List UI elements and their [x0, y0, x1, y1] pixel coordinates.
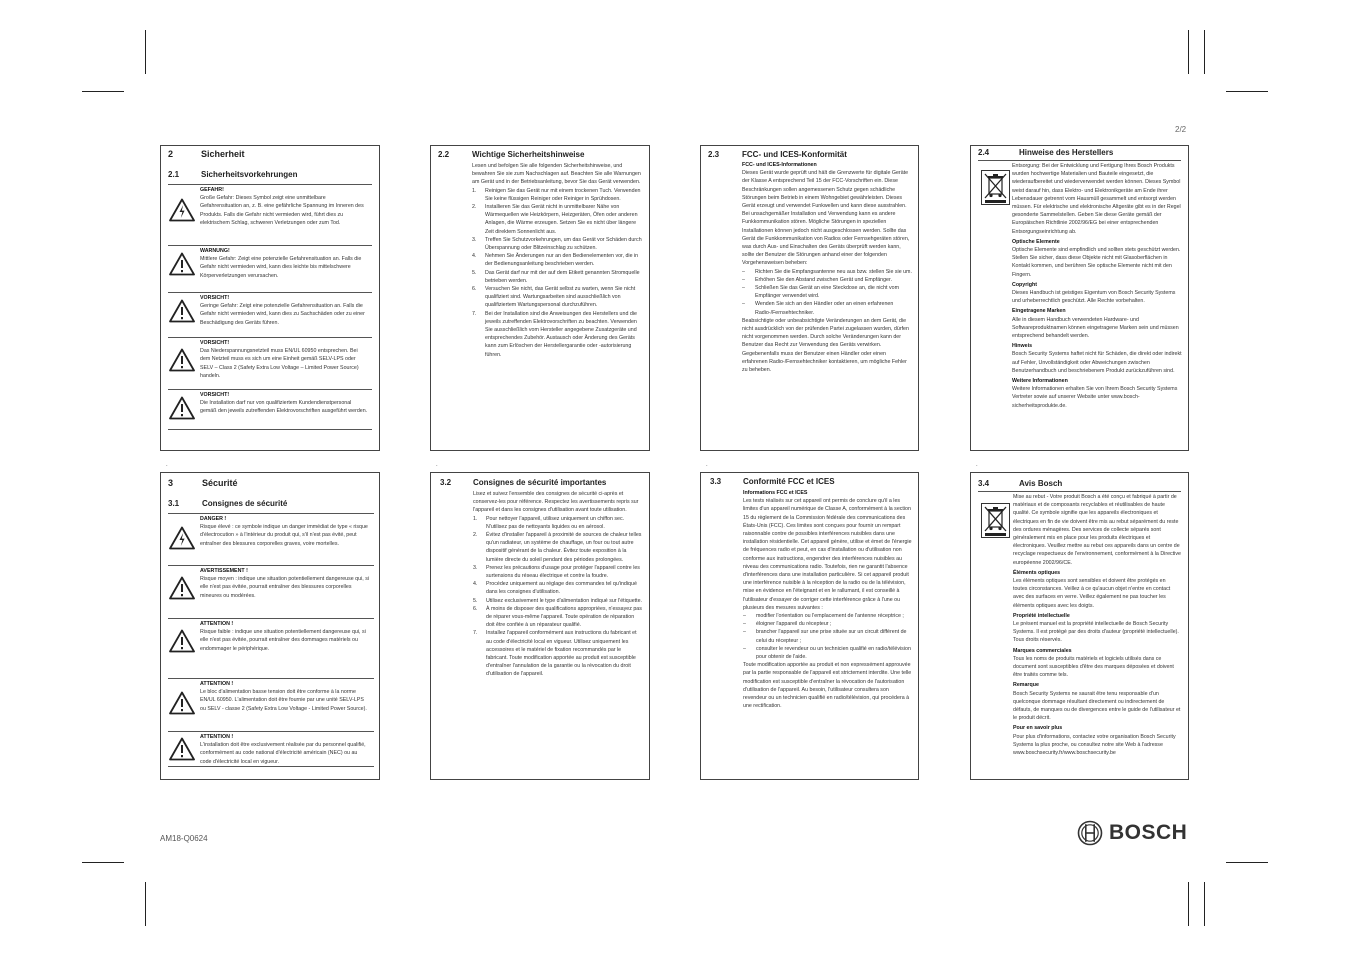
warning-block — [168, 337, 372, 386]
warning-triangle-icon — [169, 629, 195, 653]
section-body — [1012, 162, 1183, 410]
list-item: – modifier l'orientation ou l'emplacement de l'antenne réceptrice ; — [743, 613, 904, 620]
divider — [978, 160, 1181, 161]
divider — [978, 491, 1181, 492]
warning-text: Geringe Gefahr: Zeigt eine potenzielle Gefahrensituation an. Falls die Gefahr nicht vermieden wird, kann dies zu Sachschäden oder zu einer Beschädigung des Geräts führen. — [200, 303, 365, 326]
notice-heading: Propriété intellectuelle — [1013, 612, 1070, 619]
crop-mark — [1226, 91, 1268, 92]
section-title: Consignes de sécurité importantes — [473, 478, 607, 487]
bosch-armature-logo-icon — [1077, 820, 1103, 846]
section-title: Hinweise des Herstellers — [1019, 148, 1114, 157]
section-body — [743, 489, 913, 710]
list-item: 2. Installieren Sie das Gerät nicht in unmittelbarer Nähe von Wärmequellen wie Heizkörpern, Heizgeräten, Öfen oder anderen Anlagen, die Wärme erzeugen. Setzen Sie es nicht über längere Zeit direktem Sonnenlicht aus. — [472, 204, 638, 235]
bullet-list — [742, 268, 913, 317]
section-number: 2 — [168, 149, 174, 159]
warning-triangle-icon — [169, 737, 195, 761]
intro-text: Lisez et suivez l'ensemble des consignes de sécurité ci-après et conservez-les pour référence. Respectez les avertissements repris sur l'appareil et dans les consignes d'utilisation avant toute utilisation. — [473, 491, 639, 514]
warning-text: Große Gefahr: Dieses Symbol zeigt eine unmittelbare Gefahrensituation an, z. B. eine gefährliche Spannung im Inneren des Produkts. Falls die Gefahr nicht vermieden wird, führt dies zu elektrischem Schlag, schweren Verletzungen oder zum Tod. — [200, 195, 364, 226]
list-item: 4. Nehmen Sie Änderungen nur an den Bedienelementen vor, die in der Bedienungsanleitung beschrieben werden. — [472, 253, 639, 268]
list-item: – éloigner l'appareil du récepteur ; — [743, 621, 832, 628]
warning-text: Mittlere Gefahr: Zeigt eine potenzielle Gefahrensituation an. Falls die Gefahr nicht vermieden wird, kann dies leichte bis mittelschwere Körperverletzungen verursachen. — [200, 256, 362, 279]
list-item: – brancher l'appareil sur une prise située sur un circuit différent de celui du récepteur ; — [743, 629, 907, 644]
warning-heading: GEFAHR! — [200, 187, 224, 193]
document-code: AM18-Q0624 — [160, 834, 208, 843]
notice-text: Pour plus d'informations, contactez votre organisation Bosch Security Systems la plus proche, ou consultez notre site Web à l'adresse www.boschsecurity.fr/www.boschsecurity.be — [1013, 733, 1176, 757]
instruction-list — [473, 515, 643, 679]
notice-heading: Hinweis — [1012, 343, 1033, 350]
list-item: – Erhöhen Sie den Abstand zwischen Gerät und Empfänger. — [742, 276, 892, 283]
warning-block — [168, 245, 372, 288]
list-item: 1. Pour nettoyer l'appareil, utilisez uniquement un chiffon sec. N'utilisez pas de nettoyants liquides ou en aérosol. — [473, 515, 625, 530]
subsection-number: 2.1 — [168, 170, 180, 179]
marker-dot: . — [436, 462, 438, 468]
electric-shock-icon — [169, 198, 195, 222]
warning-triangle-icon — [169, 691, 195, 715]
subheading: Informations FCC et ICES — [743, 490, 808, 496]
list-item: 7. Bei der Installation sind die Anweisungen des Herstellers und die jeweils zutreffenden Elektrovorschriften zu beachten. Verwenden Sie ausschließlich vom Hersteller angegebene Zusatzgeräte und entsprechendes Zubehör. Austausch oder Änderung des Geräts kann zum Erlöschen der Herstellergarantie oder -autorisierung führen. — [472, 310, 637, 358]
list-item: 6. Versuchen Sie nicht, das Gerät selbst zu warten, wenn Sie nicht qualifiziert sind. Wartungsarbeiten sind ausschließlich von qualifiziertem Wartungspersonal durchzuführen. — [472, 286, 636, 309]
section-body — [742, 161, 913, 374]
notice-text: Weitere Informationen erhalten Sie von Ihrem Bosch Security Systems Vertreter sowie auf unserer Website unter www.bosch-sicherheitsprodukte.de. — [1012, 386, 1178, 409]
warning-heading: VORSICHT! — [200, 392, 230, 398]
section-title: Sicherheit — [201, 149, 245, 159]
warning-text: Die Installation darf nur von qualifiziertem Kundendienstpersonal gemäß den jeweils zutreffenden Elektrovorschriften ausgeführt werden. — [200, 400, 368, 415]
section-number: 3.4 — [978, 479, 990, 488]
crop-mark — [145, 30, 146, 74]
crop-mark — [82, 91, 124, 92]
section-title: Conformité FCC et ICES — [743, 477, 835, 486]
notice-heading: Optische Elemente — [1012, 238, 1060, 245]
electric-shock-icon — [169, 526, 195, 550]
subheading: FCC- und ICES-Informationen — [742, 162, 817, 168]
weee-crossed-bin-icon — [981, 170, 1010, 205]
section-number: 2.2 — [438, 150, 450, 159]
notice-heading: Eingetragene Marken — [1012, 308, 1066, 315]
notice-heading: Weitere Informationen — [1012, 378, 1068, 385]
bullet-list — [743, 612, 913, 661]
notice-text: Dieses Handbuch ist geistiges Eigentum von Bosch Security Systems und urheberrechtlich geschützt. Alle Rechte vorbehalten. — [1012, 290, 1176, 305]
subsection-number: 3.1 — [168, 499, 180, 508]
warning-text: L'installation doit être exclusivement réalisée par du personnel qualifié, conformément au code national d'électricité américain (NEC) ou au code d'électricité local en vigueur. — [200, 742, 366, 765]
section-number: 2.3 — [708, 150, 720, 159]
warning-heading: AVERTISSEMENT ! — [200, 568, 248, 574]
warning-block — [168, 184, 372, 241]
list-item: 4. Procédez uniquement au réglage des commandes tel qu'indiqué dans les consignes d'utilisation. — [473, 581, 637, 596]
crop-mark — [1226, 862, 1268, 863]
section-body — [1013, 493, 1181, 757]
warning-triangle-icon — [169, 252, 195, 276]
bosch-logo — [1077, 820, 1187, 846]
paragraph: Les tests réalisés sur cet appareil ont permis de conclure qu'il a les limites d'un appareil numérique de Classe A, conformément à la section 15 du règlement de la Commission fédérale des communications des États-Unis (FCC). Ces limites sont conçues pour fournir un rempart raisonnable contre de possibles interférences nuisibles dans une installation résidentielle. Cet appareil génère, utilise et émet de l'énergie de fréquences radio et peut, en cas d'installation ou d'utilisation non conforme aux instructions, engendrer des interférences nuisibles au niveau des communications radio. Toutefois, rien ne garantit l'absence d'interférences dans une installation particulière. Si cet appareil produit une interférence nuisible à la réception de la radio ou de la télévision, mise en évidence en l'éteignant et en le rallumant, il est conseillé à l'utilisateur d'essayer de corriger cette interférence grâce à l'une ou plusieurs des mesures suivantes : — [743, 498, 912, 611]
crop-mark — [145, 882, 146, 926]
notice-text: Les éléments optiques sont sensibles et doivent être protégés en toutes circonstances. Veillez à ce qu'aucun objet n'entre en contact avec des surfaces en verre. Veillez également ne pas toucher les éléments optiques avec les doigts. — [1013, 578, 1171, 609]
warning-text: Das Niederspannungsnetzteil muss EN/UL 60950 entsprechen. Bei dem Netzteil muss es sich um eine Einheit gemäß SELV-LPS oder SELV – Class 2 (Safety Extra Low Voltage – Limited Power Source) handeln. — [200, 348, 359, 379]
warning-triangle-icon — [169, 348, 195, 372]
section-number: 2.4 — [978, 148, 990, 157]
crop-mark — [82, 862, 124, 863]
subsection-title: Sicherheitsvorkehrungen — [201, 170, 298, 179]
warning-heading: ATTENTION ! — [200, 681, 234, 687]
panel-sicherheit — [160, 145, 380, 451]
notice-text: Optische Elemente sind empfindlich und sollten stets geschützt werden. Stellen Sie sicher, dass diese Objekte nicht mit Glasoberflächen in Kontakt kommen, und berühren Sie optische Elemente nicht mit den Fingern. — [1012, 247, 1181, 278]
warning-triangle-icon — [169, 299, 195, 323]
warning-block — [168, 389, 372, 430]
subsection-title: Consignes de sécurité — [202, 499, 288, 508]
list-item: 3. Prenez les précautions d'usage pour protéger l'appareil contre les surtensions du réseau électrique et contre la foudre. — [473, 564, 640, 580]
list-item: 7. Installez l'appareil conformément aux instructions du fabricant et au code d'électricité local en vigueur. Utilisez uniquement les accessoires et le matériel de fixation recommandés par le fabricant. Toute modification apportée au produit est susceptible d'entraîner l'annulation de la garantie ou la révocation du droit d'utilisation de l'appareil. — [473, 630, 637, 678]
page-number: 2/2 — [1175, 125, 1187, 134]
crop-mark — [1188, 30, 1189, 74]
list-item: 6. À moins de disposer des qualifications appropriées, n'essayez pas de réparer vous-même l'appareil. Toute opération de réparation doit être confiée à un réparateur qualifié. — [473, 605, 642, 629]
panel-securite — [160, 472, 380, 780]
warning-block — [168, 678, 374, 732]
section-title: Avis Bosch — [1019, 479, 1063, 488]
warning-heading: ATTENTION ! — [200, 621, 234, 627]
notice-text: Alle in diesem Handbuch verwendeten Hardware- und Softwareproduktnamen können eingetragene Marken sein und müssen entsprechend behandelt werden. — [1012, 316, 1179, 340]
list-item: 5. Das Gerät darf nur mit der auf dem Etikett genannten Stromquelle betrieben werden. — [472, 269, 640, 284]
list-item: 3. Treffen Sie Schutzvorkehrungen, um das Gerät vor Schäden durch Überspannung oder Blitzeinschlag zu schützen. — [472, 236, 642, 252]
panel-avis-bosch — [970, 472, 1189, 780]
notice-text: Bosch Security Systems ne saurait être tenu responsable d'un quelconque dommage résultant directement ou indirectement de défauts, de manques ou de divergences entre le guide de l'utilisateur et le produit décrit. — [1013, 690, 1181, 722]
panel-hinweise — [970, 145, 1189, 451]
warning-block — [168, 565, 374, 618]
disposal-text: Mise au rebut - Votre produit Bosch a été conçu et fabriqué à partir de matériaux et de composants recyclables et réutilisables de haute qualité. Ce symbole signifie que les appareils électroniques et électriques en fin de vie doivent être mis au rebut séparément du reste des ordures ménagères. Des services de collecte séparés sont généralement mis en place pour les produits électriques et électroniques. Veuillez mettre au rebut ces appareils dans un centre de recyclage respectueux de l'environnement, conformément à la Directive européenne 2002/96/CE. — [1013, 494, 1181, 566]
crop-mark — [1188, 882, 1189, 926]
paragraph: Toute modification apportée au produit et non expressément approuvée par la partie responsable de l'appareil est strictement interdite. Une telle modification est susceptible d'entraîner la révocation de l'autorisation d'utilisation de l'appareil. Au besoin, l'utilisateur consultera son revendeur ou un technicien qualifié en radio/télévision, qui procédera à une rectification. — [743, 662, 912, 710]
section-title: Wichtige Sicherheitshinweise — [472, 150, 585, 159]
marker-dot: . — [976, 462, 978, 468]
list-item: 2. Évitez d'installer l'appareil à proximité de sources de chaleur telles qu'un radiateur, un système de chauffage, un four ou tout autre dispositif générant de la chaleur. Évitez toute exposition à la lumière directe du soleil pendant des périodes prolongées. — [473, 532, 642, 563]
list-item: 5. Utilisez exclusivement le type d'alimentation indiqué sur l'étiquette. — [473, 597, 643, 604]
list-item: – Wenden Sie sich an den Händler oder an einen erfahrenen Radio-/Fernsehtechniker. — [742, 301, 894, 316]
notice-text: Tous les noms de produits matériels et logiciels utilisés dans ce document sont susceptibles d'être des marques déposées et doivent être traités comme tels. — [1013, 655, 1174, 679]
paragraph: Dieses Gerät wurde geprüft und hält die Grenzwerte für digitale Geräte der Klasse A entsprechend Teil 15 der FCC-Vorschriften ein. Diese Beschränkungen sollen angemessenen Schutz gegen schädliche Störungen beim Betrieb in einem Wohngebiet gewährleisten. Dieses Gerät erzeugt und verwendet Funkwellen und kann diese ausstrahlen. Bei unsachgemäßer Installation und Verwendung kann es andere Funkkommunikation stören. Mögliche Störungen in speziellen Installationen können jedoch nicht ausgeschlossen werden. Sollte das Gerät die Funkkommunikation von Radios oder Fernsehgeräten stören, was durch Aus- und Einschalten des Geräts überprüft werden kann, sollte der Benutzer die Störungen anhand einer der folgenden Vorgehensweisen beheben: — [742, 170, 910, 267]
notice-heading: Remarque — [1013, 682, 1039, 689]
warning-block — [168, 292, 372, 333]
notice-text: Bosch Security Systems haftet nicht für Schäden, die direkt oder indirekt auf Fehler, Unvollständigkeit oder Abweichungen zwischen Benutzerhandbuch und beschriebenem Produkt zurückzuführen sind. — [1012, 351, 1182, 374]
crop-mark — [1204, 882, 1205, 926]
warning-triangle-icon — [169, 576, 195, 600]
warning-heading: VORSICHT! — [200, 295, 230, 301]
intro-text: Lesen und befolgen Sie alle folgenden Sicherheitshinweise, und bewahren Sie sie zum Nachschlagen auf. Beachten Sie alle Warnungen am Gerät und in der Betriebsanleitung, bevor Sie das Gerät verwenden. — [472, 163, 641, 186]
notice-text: Le présent manuel est la propriété intellectuelle de Bosch Security Systems. Il est protégé par des droits d'auteur (propriété intellectuelle). Tous droits réservés. — [1013, 621, 1179, 644]
section-title: Sécurité — [202, 478, 238, 488]
weee-crossed-bin-icon — [981, 503, 1010, 538]
marker-dot: . — [706, 462, 708, 468]
list-item: – Richten Sie die Empfangsantenne neu aus bzw. stellen Sie sie um. — [742, 268, 912, 275]
warning-block — [168, 731, 374, 768]
panel-fcc-de — [700, 145, 919, 451]
warning-heading: DANGER ! — [200, 516, 227, 522]
disposal-text: Entsorgung: Bei der Entwicklung und Fertigung Ihres Bosch Produkts wurden hochwertige Materialien und Bauteile eingesetzt, die wiederaufbereitet und wiederverwendet werden können. Dieses Symbol weist darauf hin, dass Elektro- und Elektronikgeräte am Ende ihrer Lebensdauer getrennt vom Hausmüll gesammelt und entsorgt werden müssen. Für elektrische und elektronische Altgeräte gibt es in der Regel gesonderte Sammelstellen. Geben Sie diese Geräte gemäß der Europäischen Richtlinie 2002/96/EG bei einer entsprechenden Entsorgungseinrichtung ab. — [1012, 163, 1181, 235]
paragraph: Beabsichtigte oder unbeabsichtigte Veränderungen an dem Gerät, die nicht ausdrücklich von der prüfenden Partei zugelassen wurden, dürfen nicht vorgenommen werden. Durch solche Veränderungen kann der Benutzer das Recht zur Verwendung des Geräts verwirken. Gegebenenfalls muss der Benutzer einen Händler oder einen erfahrenen Radio-/Fernsehtechniker kontaktieren, um mögliche Fehler zu beheben. — [742, 317, 909, 374]
section-body — [472, 162, 643, 359]
list-item: – consulter le revendeur ou un technicien qualifié en radio/télévision pour obtenir de l'aide. — [743, 645, 911, 661]
notice-heading: Copyright — [1012, 281, 1038, 288]
section-title: FCC- und ICES-Konformität — [742, 150, 847, 159]
warning-block — [168, 618, 374, 679]
panel-sicherheitshinweise — [430, 145, 650, 451]
warning-heading: ATTENTION ! — [200, 734, 234, 740]
divider — [168, 429, 372, 430]
warning-heading: WARNUNG! — [200, 248, 230, 254]
section-number: 3.3 — [710, 477, 722, 486]
section-number: 3 — [168, 478, 174, 488]
warning-triangle-icon — [169, 396, 195, 420]
warning-text: Risque élevé : ce symbole indique un danger immédiat de type « risque d'électrocution » à l'intérieur du produit qui, s'il n'est pas évité, peut entraîner des blessures corporelles graves, voire mortelles. — [200, 524, 368, 547]
warning-text: Risque moyen : indique une situation potentiellement dangereuse qui, si elle n'est pas évitée, pourrait entraîner des blessures corporelles mineures ou modérées. — [200, 576, 370, 599]
warning-heading: VORSICHT! — [200, 340, 230, 346]
section-number: 3.2 — [440, 478, 452, 487]
notice-heading: Éléments optiques — [1013, 569, 1061, 576]
notice-blocks — [1012, 238, 1183, 410]
marker-dot: . — [166, 462, 168, 468]
panel-consignes — [430, 472, 650, 780]
notice-heading: Marques commerciales — [1013, 647, 1072, 654]
warning-text: Le bloc d'alimentation basse tension doit être conforme à la norme EN/UL 60950. L'alimentation doit être fournie par une unité SELV-LPS ou SELV - classe 2 (Safety Extra Low Voltage - Limited Power Source). — [200, 689, 367, 712]
instruction-list — [472, 187, 643, 359]
crop-mark — [1204, 30, 1205, 74]
brand-name: BOSCH — [1109, 821, 1188, 844]
notice-heading: Pour en savoir plus — [1013, 725, 1063, 732]
list-item: – Schließen Sie das Gerät an eine Steckdose an, die nicht vom Empfänger verwendet wird. — [742, 285, 899, 300]
warning-text: Risque faible : indique une situation potentiellement dangereuse qui, si elle n'est pas évitée, pourrait entraîner des dommages matériels ou endommager le périphérique. — [200, 629, 366, 652]
list-item: 1. Reinigen Sie das Gerät nur mit einem trockenen Tuch. Verwenden Sie keine flüssigen Reiniger oder Reiniger in Sprühdosen. — [472, 187, 641, 202]
warning-block — [168, 513, 374, 566]
panel-fcc-fr — [700, 472, 919, 780]
notice-blocks — [1013, 569, 1181, 757]
section-body — [473, 490, 643, 679]
divider — [168, 766, 374, 767]
